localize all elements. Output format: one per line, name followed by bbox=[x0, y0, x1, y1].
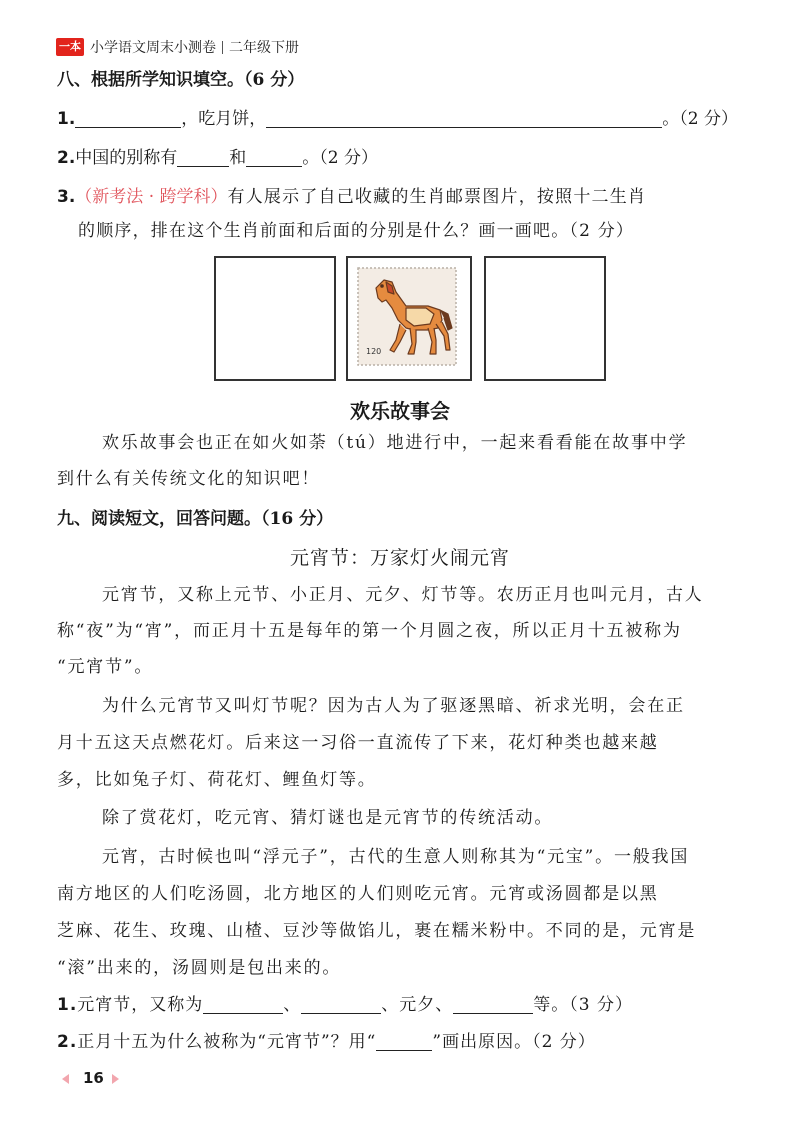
q-text: 、 bbox=[283, 995, 302, 1015]
q-text: ，吃月饼， bbox=[181, 109, 267, 129]
series-name: 小学语文周末小测卷 bbox=[90, 40, 216, 56]
question-9-2 bbox=[57, 1030, 596, 1054]
passage-line: 芝麻、花生、玫瑰、山楂、豆沙等做馅儿，裹在糯米粉中。不同的是，元宵是 bbox=[57, 921, 697, 941]
section9-title: 九、阅读短文，回答问题。（16 分） bbox=[57, 509, 334, 529]
story-intro-line1: 欢乐故事会也正在如火如荼（tú）地进行中，一起来看看能在故事中学 bbox=[102, 433, 688, 453]
grade-label: 二年级下册 bbox=[229, 40, 299, 56]
passage-line: 元宵节，又称上元节、小正月、元夕、灯节等。农历正月也叫元月，古人 bbox=[102, 585, 704, 605]
passage-line: 称“夜”为“宵”，而正月十五是每年的第一个月圆之夜，所以正月十五被称为 bbox=[57, 621, 682, 641]
answer-blank[interactable] bbox=[376, 1032, 432, 1051]
q-text: 。（2 分） bbox=[302, 148, 379, 168]
q-text: 和 bbox=[229, 148, 247, 168]
stamp-value: 120 bbox=[366, 347, 382, 356]
header-divider bbox=[222, 41, 223, 54]
q-text: 。（2 分） bbox=[662, 109, 739, 129]
passage-line: “滚”出来的，汤圆则是包出来的。 bbox=[57, 958, 342, 978]
draw-box-after[interactable] bbox=[484, 256, 606, 381]
question-tag: （新考法 · 跨学科） bbox=[75, 187, 228, 207]
page-number: 16 bbox=[83, 1069, 104, 1087]
horse-stamp-image bbox=[348, 258, 470, 379]
passage-line: 元宵，古时候也叫“浮元子”，古代的生意人则称其为“元宝”。一般我国 bbox=[102, 847, 690, 867]
question-8-3-line2: 的顺序，排在这个生肖前面和后面的分别是什么？画一画吧。（2 分） bbox=[78, 221, 635, 241]
zodiac-stamp bbox=[346, 256, 472, 381]
draw-box-before[interactable] bbox=[214, 256, 336, 381]
answer-blank[interactable] bbox=[246, 148, 302, 167]
question-8-1 bbox=[57, 107, 738, 131]
question-8-2 bbox=[57, 146, 378, 170]
q-number: 1. bbox=[57, 109, 76, 129]
header-title bbox=[90, 37, 299, 57]
passage-line: 多，比如兔子灯、荷花灯、鲤鱼灯等。 bbox=[57, 770, 377, 790]
q-text: ”画出原因。（2 分） bbox=[432, 1032, 596, 1052]
passage-line: “元宵节”。 bbox=[57, 657, 154, 677]
q-text: 等。（3 分） bbox=[533, 995, 634, 1015]
story-intro-line2: 到什么有关传统文化的知识吧！ bbox=[57, 469, 321, 489]
brand-badge: 一本 bbox=[56, 38, 84, 56]
answer-blank[interactable] bbox=[75, 109, 181, 128]
passage-line: 为什么元宵节又叫灯节呢？因为古人为了驱逐黑暗、祈求光明，会在正 bbox=[102, 696, 685, 716]
q-number: 2. bbox=[57, 148, 76, 168]
q-text: 元宵节，又称为 bbox=[77, 995, 204, 1015]
q-text: 正月十五为什么被称为“元宵节”？用“ bbox=[77, 1032, 377, 1052]
passage-line: 除了赏花灯，吃元宵、猜灯谜也是元宵节的传统活动。 bbox=[102, 808, 554, 828]
answer-blank[interactable] bbox=[177, 148, 229, 167]
q-text: 中国的别称有 bbox=[75, 148, 178, 168]
q-number: 1. bbox=[57, 995, 78, 1015]
q-number: 2. bbox=[57, 1032, 78, 1052]
prev-page-icon bbox=[62, 1074, 69, 1084]
answer-blank[interactable] bbox=[453, 995, 533, 1014]
q-number: 3. bbox=[57, 187, 76, 207]
section8-title: 八、根据所学知识填空。（6 分） bbox=[57, 70, 305, 90]
passage-line: 月十五这天点燃花灯。后来这一习俗一直流传了下来，花灯种类也越来越 bbox=[57, 733, 659, 753]
passage-line: 南方地区的人们吃汤圆，北方地区的人们则吃元宵。元宵或汤圆都是以黑 bbox=[57, 884, 659, 904]
q-text: 、元夕、 bbox=[381, 995, 454, 1015]
answer-blank[interactable] bbox=[203, 995, 283, 1014]
q-text: 有人展示了自己收藏的生肖邮票图片，按照十二生肖 bbox=[227, 187, 647, 207]
next-page-icon bbox=[112, 1074, 119, 1084]
question-9-1 bbox=[57, 993, 633, 1017]
question-8-3-line1 bbox=[57, 185, 646, 209]
answer-blank[interactable] bbox=[266, 109, 662, 128]
story-title: 欢乐故事会 bbox=[350, 399, 450, 423]
passage-title: 元宵节：万家灯火闹元宵 bbox=[289, 547, 510, 569]
answer-blank[interactable] bbox=[301, 995, 381, 1014]
